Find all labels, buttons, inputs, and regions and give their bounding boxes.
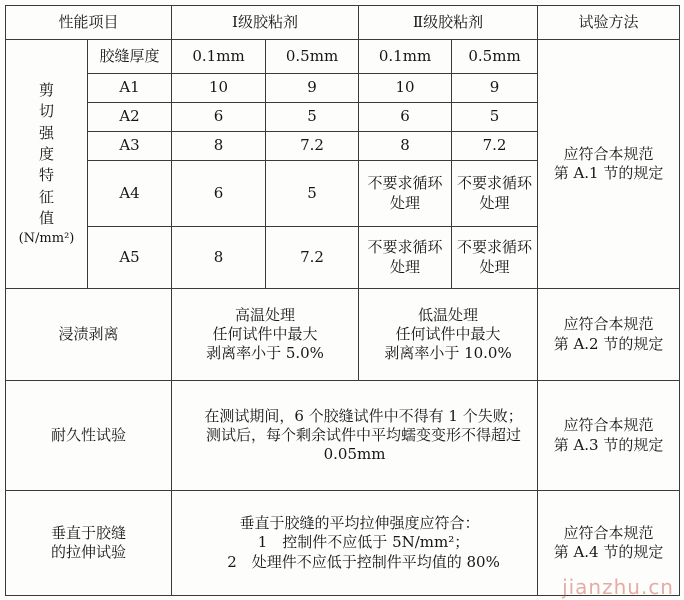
- cell-value: 不要求循环处理: [452, 227, 538, 289]
- thickness-g2-01: 0.1mm: [359, 40, 452, 74]
- thickness-row: [6, 40, 680, 74]
- immersion-row: [6, 289, 680, 381]
- tension-row: [6, 491, 680, 596]
- adhesive-performance-table: [5, 5, 680, 596]
- cell-value: 6: [172, 103, 266, 132]
- watermark-text: jianzhu.cn: [562, 575, 674, 599]
- cell-value: 7.2: [266, 132, 359, 161]
- tension-label: 垂直于胶缝 的拉伸试验: [6, 491, 172, 596]
- immersion-grade1: 高温处理 任何试件中最大 剥离率小于 5.0%: [172, 289, 359, 381]
- durability-row: [6, 381, 680, 491]
- cell-value: 9: [452, 74, 538, 103]
- cell-value: 5: [266, 161, 359, 227]
- cell-value: 不要求循环处理: [359, 227, 452, 289]
- cell-value: 6: [359, 103, 452, 132]
- cell-value: 10: [172, 74, 266, 103]
- cell-value: 8: [359, 132, 452, 161]
- cell-value: 9: [266, 74, 359, 103]
- row-name: A4: [88, 161, 172, 227]
- cell-value: 8: [172, 132, 266, 161]
- durability-text: 在测试期间，6 个胶缝试件中不得有 1 个失败； 测试后，每个剩余试件中平均蠕变变形不得超过 0.05mm: [172, 381, 538, 491]
- row-name: A1: [88, 74, 172, 103]
- header-grade2: Ⅱ级胶粘剂: [359, 6, 538, 40]
- thickness-g1-01: 0.1mm: [172, 40, 266, 74]
- cell-value: 6: [172, 161, 266, 227]
- immersion-grade2: 低温处理 任何试件中最大 剥离率小于 10.0%: [359, 289, 538, 381]
- shear-method: 应符合本规范 第 A.1 节的规定: [538, 40, 680, 289]
- cell-value: 不要求循环处理: [359, 161, 452, 227]
- tension-text: 垂直于胶缝的平均拉伸强度应符合： 1 控制件不应低于 5N/mm²； 2 处理件不应低于控制件平均值的 80%: [172, 491, 538, 596]
- thickness-label: 胶缝厚度: [88, 40, 172, 74]
- cell-value: 5: [452, 103, 538, 132]
- header-grade1: Ⅰ级胶粘剂: [172, 6, 359, 40]
- cell-value: 10: [359, 74, 452, 103]
- cell-value: 不要求循环处理: [452, 161, 538, 227]
- cell-value: 7.2: [266, 227, 359, 289]
- header-method: 试验方法: [538, 6, 680, 40]
- tension-method: 应符合本规范 第 A.4 节的规定: [538, 491, 680, 596]
- cell-value: 8: [172, 227, 266, 289]
- durability-method: 应符合本规范 第 A.3 节的规定: [538, 381, 680, 491]
- immersion-label: 浸渍剥离: [6, 289, 172, 381]
- row-name: A2: [88, 103, 172, 132]
- cell-value: 7.2: [452, 132, 538, 161]
- shear-label: 剪切强度特征值: [38, 81, 54, 227]
- shear-label-cell: [6, 40, 88, 289]
- cell-value: 5: [266, 103, 359, 132]
- row-name: A5: [88, 227, 172, 289]
- row-name: A3: [88, 132, 172, 161]
- shear-unit: (N/mm²): [18, 231, 75, 247]
- header-item: 性能项目: [6, 6, 172, 40]
- header-row: [6, 6, 680, 40]
- immersion-method: 应符合本规范 第 A.2 节的规定: [538, 289, 680, 381]
- durability-label: 耐久性试验: [6, 381, 172, 491]
- thickness-g2-05: 0.5mm: [452, 40, 538, 74]
- thickness-g1-05: 0.5mm: [266, 40, 359, 74]
